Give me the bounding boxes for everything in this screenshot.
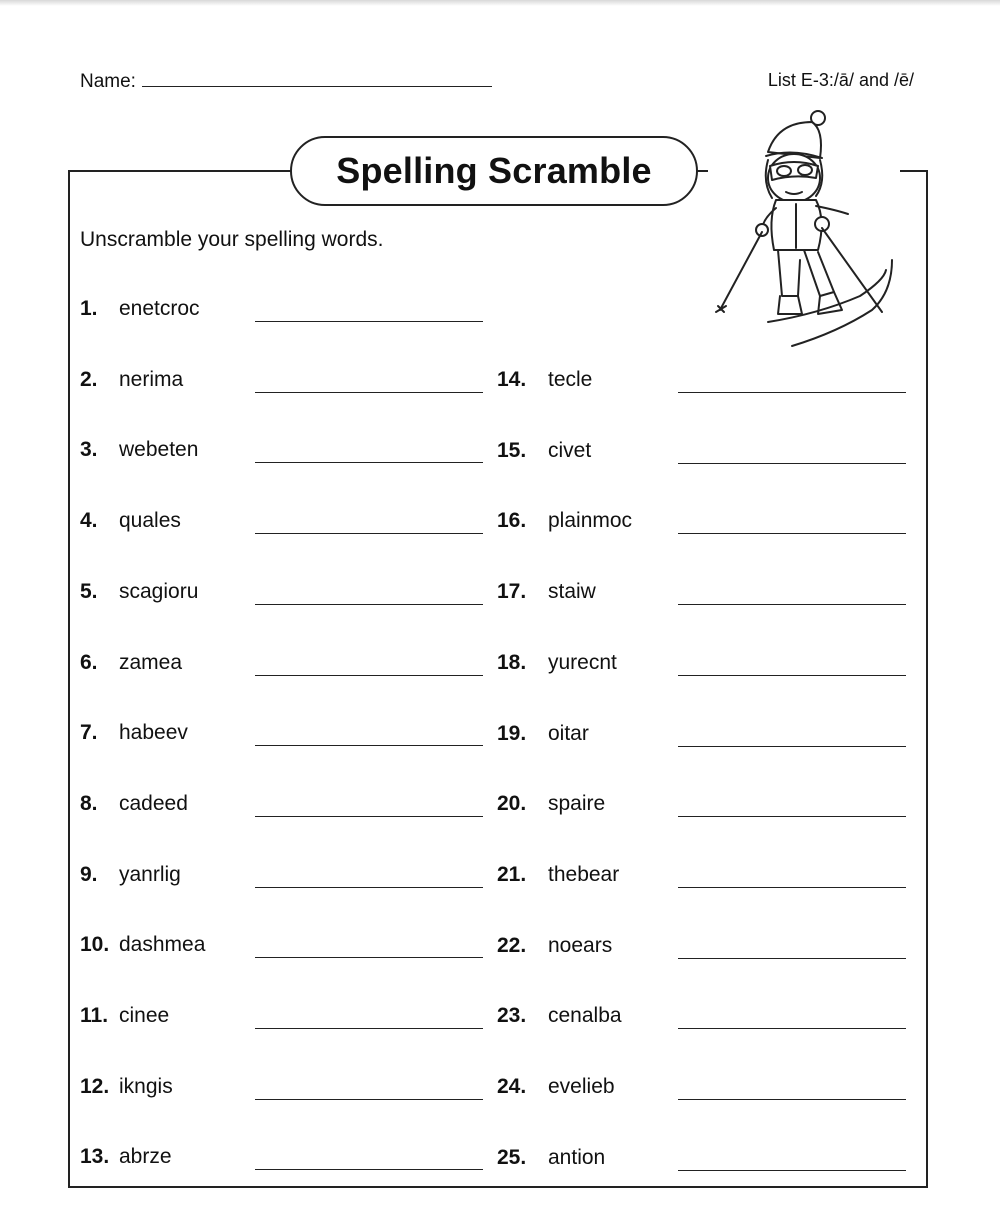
item-number: 5.: [80, 579, 98, 603]
scrambled-word: thebear: [548, 862, 620, 886]
list-item: [80, 580, 198, 604]
frame-top-right: [900, 170, 928, 172]
item-number: 9.: [80, 862, 98, 886]
scrambled-word: yurecnt: [548, 650, 617, 674]
answer-blank[interactable]: [255, 957, 483, 958]
list-item: [497, 1004, 622, 1028]
item-number: 7.: [80, 721, 98, 745]
scrambled-word: habeev: [119, 721, 188, 745]
answer-blank[interactable]: [255, 321, 483, 322]
scrambled-word: scagioru: [119, 579, 199, 603]
scrambled-word: nerima: [119, 367, 184, 391]
scrambled-word: plainmoc: [548, 509, 633, 533]
list-item: [80, 438, 198, 462]
item-number: 6.: [80, 650, 98, 674]
page-top-shadow: [0, 0, 1000, 6]
item-number: 4.: [80, 509, 98, 533]
item-number: 17.: [497, 580, 527, 604]
answer-blank[interactable]: [255, 1028, 483, 1029]
item-number: 13.: [80, 1145, 110, 1169]
item-number: 2.: [80, 367, 98, 391]
list-item: [80, 1145, 172, 1169]
list-item: [80, 368, 183, 392]
answer-blank[interactable]: [678, 887, 906, 888]
scrambled-word: quales: [119, 509, 181, 533]
answer-blank[interactable]: [678, 604, 906, 605]
scrambled-word: tecle: [548, 368, 593, 391]
answer-blank[interactable]: [255, 462, 483, 463]
item-number: 11.: [80, 1004, 109, 1027]
answer-blank[interactable]: [678, 533, 906, 534]
answer-blank[interactable]: [255, 745, 483, 746]
list-item: [497, 792, 605, 816]
list-item: [497, 863, 619, 887]
answer-blank[interactable]: [255, 533, 483, 534]
item-number: 23.: [497, 1004, 527, 1028]
item-number: 22.: [497, 933, 527, 957]
list-item: [80, 509, 181, 533]
list-item: [497, 934, 612, 958]
list-label: List E-3:/ā/ and /ē/: [767, 70, 914, 90]
item-number: 12.: [80, 1074, 110, 1098]
answer-blank[interactable]: [255, 816, 483, 817]
scrambled-word: zamea: [119, 650, 183, 674]
scrambled-word: abrze: [119, 1145, 172, 1169]
answer-blank[interactable]: [678, 1170, 906, 1171]
answer-blank[interactable]: [678, 958, 906, 959]
item-number: 8.: [80, 791, 98, 815]
item-number: 10.: [80, 933, 110, 957]
answer-blank[interactable]: [678, 1028, 906, 1029]
answer-blank[interactable]: [678, 1099, 906, 1100]
page-title: Spelling Scramble: [290, 136, 698, 206]
scrambled-word: dashmea: [119, 933, 206, 957]
item-number: 18.: [497, 650, 527, 674]
scrambled-word: webeten: [119, 438, 199, 462]
scrambled-word: cenalba: [548, 1004, 622, 1028]
answer-blank[interactable]: [678, 816, 906, 817]
item-number: 16.: [497, 509, 527, 533]
answer-blank[interactable]: [255, 392, 483, 393]
list-item: [497, 1146, 605, 1170]
answer-blank[interactable]: [255, 1169, 483, 1170]
item-number: 14.: [497, 368, 527, 391]
answer-blank[interactable]: [678, 463, 906, 464]
scrambled-word: cinee: [119, 1004, 170, 1027]
scrambled-word: spaire: [548, 792, 606, 816]
item-number: 24.: [497, 1075, 527, 1098]
answer-blank[interactable]: [678, 746, 906, 747]
list-item: [80, 792, 188, 816]
list-item: [497, 439, 591, 463]
list-item: [497, 509, 632, 533]
answer-blank[interactable]: [678, 392, 906, 393]
scrambled-word: civet: [548, 438, 592, 462]
list-item: [497, 368, 592, 392]
list-item: [80, 933, 205, 957]
item-number: 19.: [497, 721, 527, 745]
list-item: [80, 1075, 173, 1099]
answer-blank[interactable]: [255, 1099, 483, 1100]
item-number: 3.: [80, 438, 98, 462]
list-item: [497, 1075, 615, 1099]
item-number: 21.: [497, 862, 527, 886]
scrambled-word: oitar: [548, 721, 589, 745]
name-label: Name:: [80, 71, 136, 92]
scrambled-word: ikngis: [119, 1074, 173, 1098]
list-item: [497, 580, 596, 604]
answer-blank[interactable]: [255, 604, 483, 605]
scrambled-word: yanrlig: [119, 862, 181, 886]
answer-blank[interactable]: [255, 675, 483, 676]
scrambled-word: staiw: [548, 580, 596, 604]
item-number: 25.: [497, 1145, 527, 1169]
scrambled-word: enetcroc: [119, 297, 200, 320]
title-tick: [698, 170, 708, 172]
name-line[interactable]: [142, 68, 492, 87]
list-item: [497, 722, 589, 746]
scrambled-word: evelieb: [548, 1075, 615, 1098]
list-item: [80, 721, 188, 745]
instructions: Unscramble your spelling words.: [80, 228, 384, 251]
skier-icon: [708, 100, 904, 360]
scrambled-word: noears: [548, 933, 613, 957]
scrambled-word: antion: [548, 1145, 606, 1169]
list-item: [80, 863, 181, 887]
list-item: [80, 297, 200, 321]
answer-blank[interactable]: [678, 675, 906, 676]
name-row: [80, 68, 492, 93]
item-number: 15.: [497, 438, 527, 462]
list-item: [497, 651, 617, 675]
scrambled-word: cadeed: [119, 791, 188, 815]
answer-blank[interactable]: [255, 887, 483, 888]
item-number: 1.: [80, 297, 98, 320]
list-item: [80, 651, 182, 675]
item-number: 20.: [497, 792, 527, 816]
list-item: [80, 1004, 169, 1028]
